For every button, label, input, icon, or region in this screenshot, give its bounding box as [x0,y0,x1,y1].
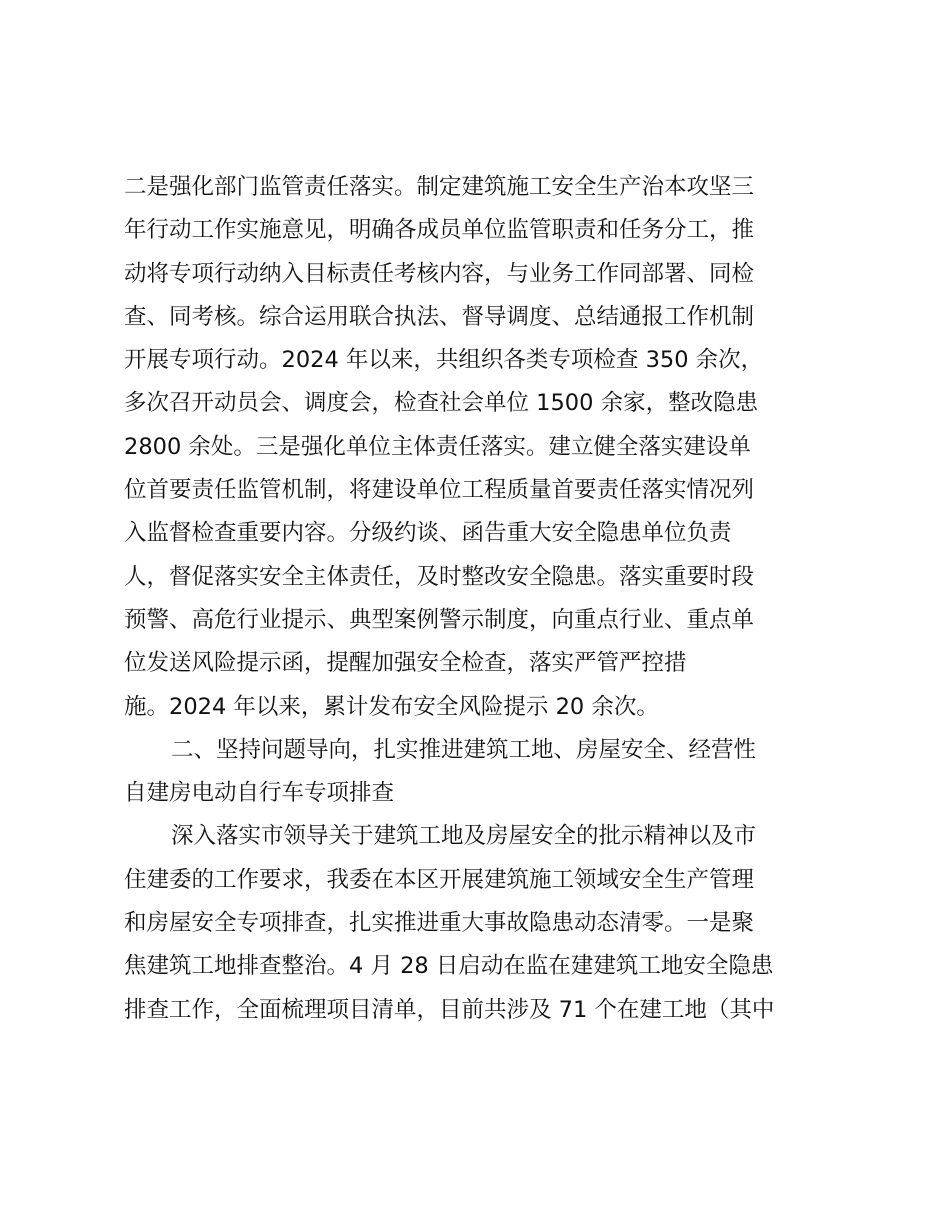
text-line: 施。2024 年以来，累计发布安全风险提示 20 余次。 [124,693,659,720]
text-line: 查、同考核。综合运用联合执法、督导调度、总结通报工作机制 [124,303,755,330]
section-heading: 二、坚持问题导向，扎实推进建筑工地、房屋安全、经营性 [171,736,757,763]
text-line: 位发送风险提示函，提醒加强安全检查，落实严管严控措 [124,650,687,677]
paragraph-start: 深入落实市领导关于建筑工地及房屋安全的批示精神以及市 [171,823,757,850]
text-line: 年行动工作实施意见，明确各成员单位监管职责和任务分工，推 [124,217,755,244]
text-line: 多次召开动员会、调度会，检查社会单位 1500 余家，整改隐患 [124,390,759,417]
text-line: 和房屋安全专项排查，扎实推进重大事故隐患动态清零。一是聚 [124,910,755,937]
section-heading-continued: 自建房电动自行车专项排查 [124,780,395,807]
text-line: 预警、高危行业提示、典型案例警示制度，向重点行业、重点单 [124,606,755,633]
body-text [124,166,844,1032]
text-line: 动将专项行动纳入目标责任考核内容，与业务工作同部署、同检 [124,260,755,287]
text-line: 人，督促落实安全主体责任，及时整改安全隐患。落实重要时段 [124,563,755,590]
text-line: 入监督检查重要内容。分级约谈、函告重大安全隐患单位负责 [124,520,732,547]
text-line: 2800 余处。三是强化单位主体责任落实。建立健全落实建设单 [124,433,751,460]
text-line: 二是强化部门监管责任落实。制定建筑施工安全生产治本攻坚三 [124,174,755,200]
text-line: 住建委的工作要求，我委在本区开展建筑施工领域安全生产管理 [124,866,755,893]
text-line: 排查工作，全面梳理项目清单，目前共涉及 71 个在建工地（其中 [124,996,775,1023]
text-line: 焦建筑工地排查整治。4 月 28 日启动在监在建建筑工地安全隐患 [124,953,774,980]
text-line: 开展专项行动。2024 年以来，共组织各类专项检查 350 余次， [124,347,764,374]
text-line: 位首要责任监管机制，将建设单位工程质量首要责任落实情况列 [124,477,755,504]
